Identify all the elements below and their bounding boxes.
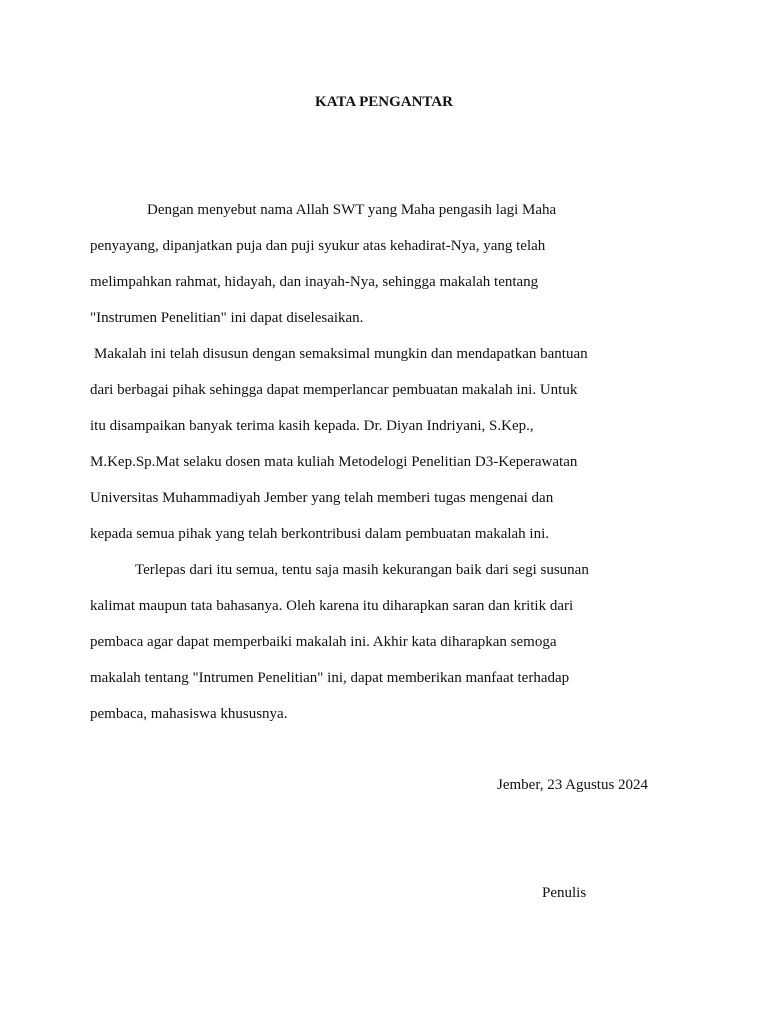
paragraph-3-line-2: kalimat maupun tata bahasanya. Oleh karena itu diharapkan saran dan kritik dari <box>90 598 574 614</box>
paragraph-3-line-1: Terlepas dari itu semua, tentu saja masih kekurangan baik dari segi susunan <box>135 562 589 578</box>
paragraph-1-line-2: penyayang, dipanjatkan puja dan puji syukur atas kehadirat-Nya, yang telah <box>90 238 546 254</box>
paragraph-2-line-3: itu disampaikan banyak terima kasih kepada. Dr. Diyan Indriyani, S.Kep., <box>90 418 534 434</box>
date-line: Jember, 23 Agustus 2024 <box>497 777 649 793</box>
paragraph-1-line-1: Dengan menyebut nama Allah SWT yang Maha pengasih lagi Maha <box>147 202 557 218</box>
page-title: KATA PENGANTAR <box>315 94 453 110</box>
paragraph-2-line-1: Makalah ini telah disusun dengan semaksimal mungkin dan mendapatkan bantuan <box>94 346 588 362</box>
paragraph-2-line-6: kepada semua pihak yang telah berkontribusi dalam pembuatan makalah ini. <box>90 526 550 542</box>
author-signature: Penulis <box>542 885 587 901</box>
paragraph-3-line-5: pembaca, mahasiswa khususnya. <box>90 706 288 722</box>
paragraph-3-line-3: pembaca agar dapat memperbaiki makalah ini. Akhir kata diharapkan semoga <box>90 634 557 650</box>
paragraph-1-line-3: melimpahkan rahmat, hidayah, dan inayah-Nya, sehingga makalah tentang <box>90 274 539 290</box>
paragraph-2-line-5: Universitas Muhammadiyah Jember yang telah memberi tugas mengenai dan <box>90 490 554 506</box>
paragraph-2-line-4: M.Kep.Sp.Mat selaku dosen mata kuliah Metodelogi Penelitian D3-Keperawatan <box>90 454 578 470</box>
paragraph-3-line-4: makalah tentang "Intrumen Penelitian" ini, dapat memberikan manfaat terhadap <box>90 670 570 686</box>
paragraph-2-line-2: dari berbagai pihak sehingga dapat memperlancar pembuatan makalah ini. Untuk <box>90 382 578 398</box>
paragraph-1-line-4: "Instrumen Penelitian" ini dapat diselesaikan. <box>90 310 364 326</box>
